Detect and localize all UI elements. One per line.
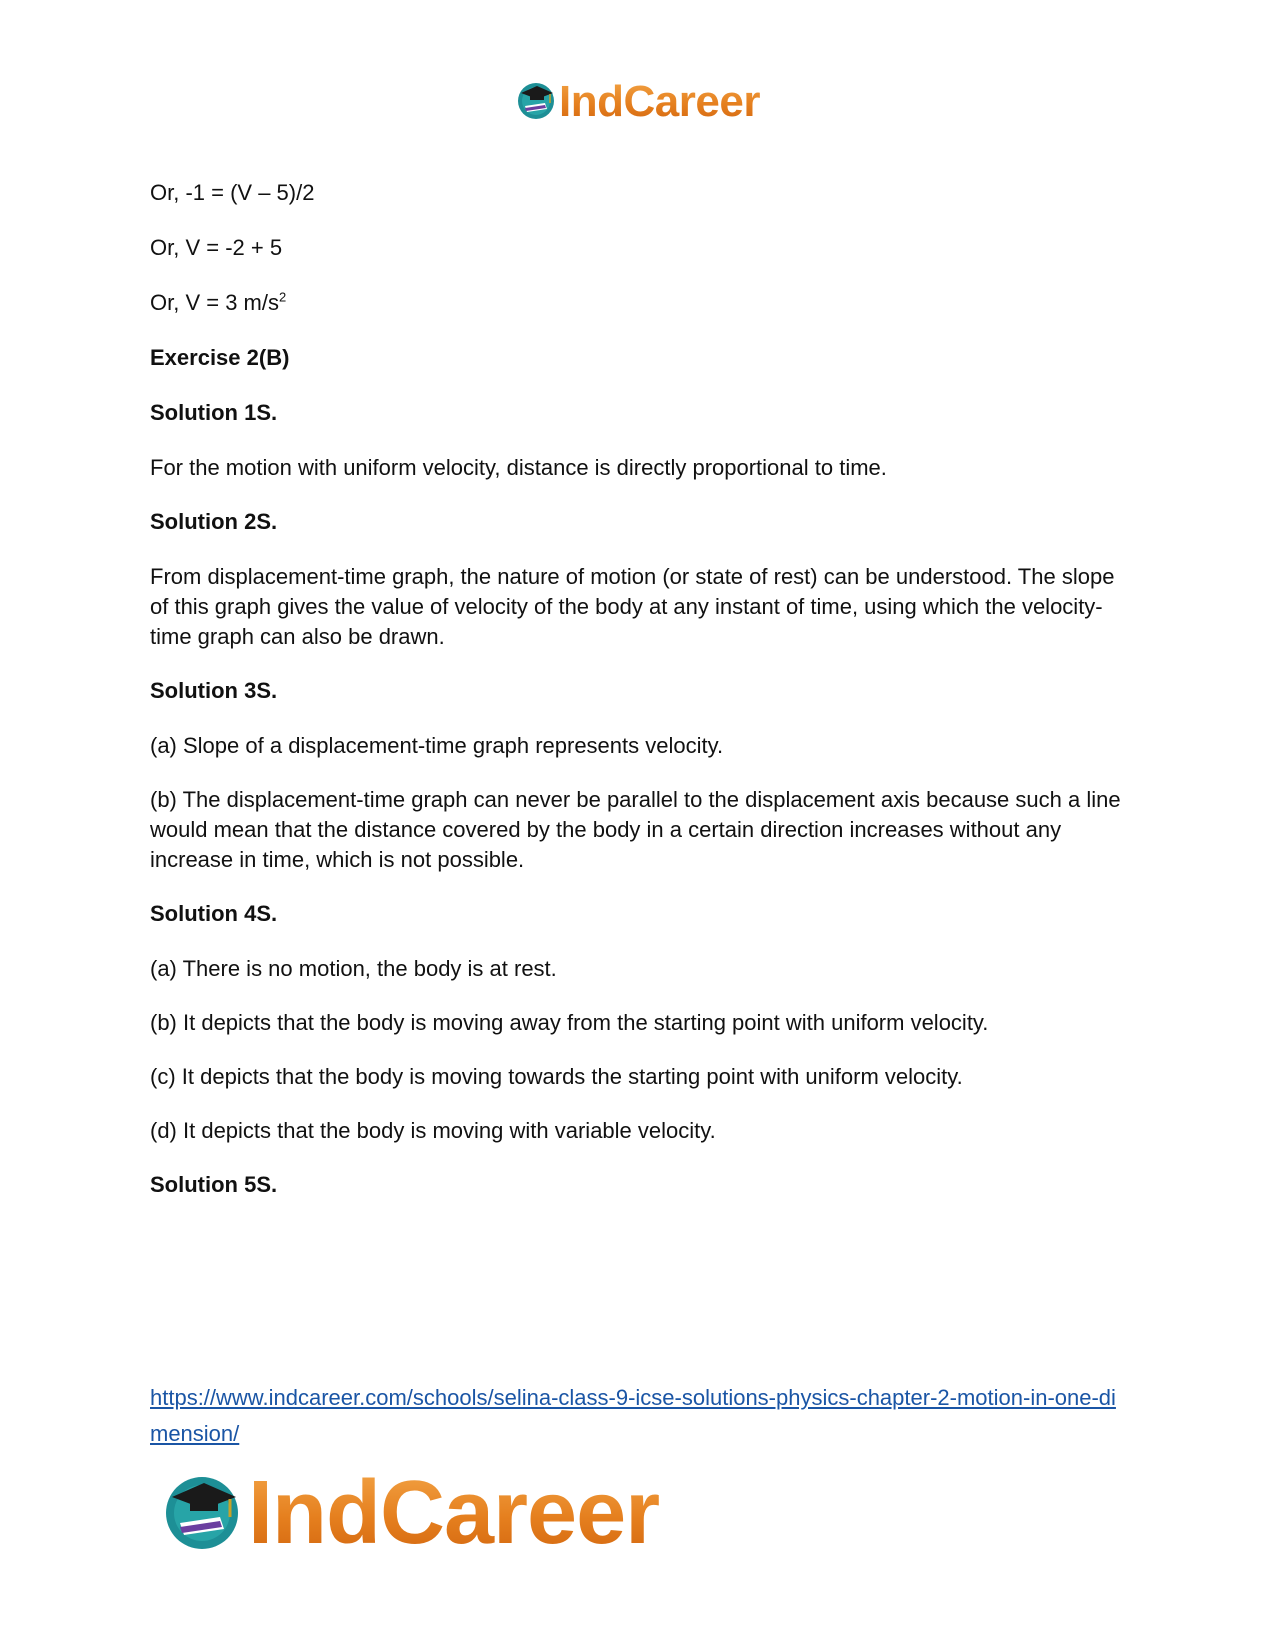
solution-title: Solution 1S. [150, 400, 278, 425]
superscript: 2 [278, 289, 287, 305]
solution-title: Solution 5S. [150, 1172, 278, 1197]
solution-part-a: (a) There is no motion, the body is at rest. [150, 956, 557, 981]
source-url-link[interactable]: https://www.indcareer.com/schools/selina-class-9-icse-solutions-physics-chapter-2-motion-in-one-dimension/ [150, 1385, 1116, 1446]
footer-logo-container [160, 1465, 659, 1561]
graduation-cap-book-globe-icon [515, 79, 557, 126]
solution-part-c: (c) It depicts that the body is moving towards the starting point with uniform velocity. [150, 1064, 963, 1089]
indcareer-logo [160, 1465, 659, 1561]
header-logo-container [0, 78, 1275, 126]
equation-text: Or, V = 3 m/s [150, 290, 279, 315]
equation-line: Or, V = -2 + 5 [150, 235, 283, 260]
graduation-cap-book-globe-icon [160, 1469, 244, 1558]
solution-title: Solution 3S. [150, 678, 278, 703]
logo-text: IndCareer [248, 1463, 660, 1563]
solution-text: From displacement-time graph, the nature of motion (or state of rest) can be understood. The slope of this graph gives the value of velocity of the body at any instant of time, using which the velocity-time graph can also be drawn. [150, 564, 1115, 649]
solution-part-b: (b) The displacement-time graph can never be parallel to the displacement axis because such a line would mean that the distance covered by the body in a certain direction increases without any increase in time, which is not possible. [150, 787, 1121, 872]
document-body [150, 178, 1130, 1225]
indcareer-logo [515, 78, 760, 126]
solution-title: Solution 4S. [150, 901, 278, 926]
solution-part-a: (a) Slope of a displacement-time graph represents velocity. [150, 733, 724, 758]
equation-line [150, 288, 1130, 318]
solution-title: Solution 2S. [150, 509, 278, 534]
solution-part-d: (d) It depicts that the body is moving with variable velocity. [150, 1118, 716, 1143]
logo-text: IndCareer [559, 77, 760, 126]
exercise-title: Exercise 2(B) [150, 345, 290, 370]
solution-text: For the motion with uniform velocity, distance is directly proportional to time. [150, 455, 887, 480]
equation-line: Or, -1 = (V – 5)/2 [150, 180, 315, 205]
solution-part-b: (b) It depicts that the body is moving away from the starting point with uniform velocity. [150, 1010, 989, 1035]
